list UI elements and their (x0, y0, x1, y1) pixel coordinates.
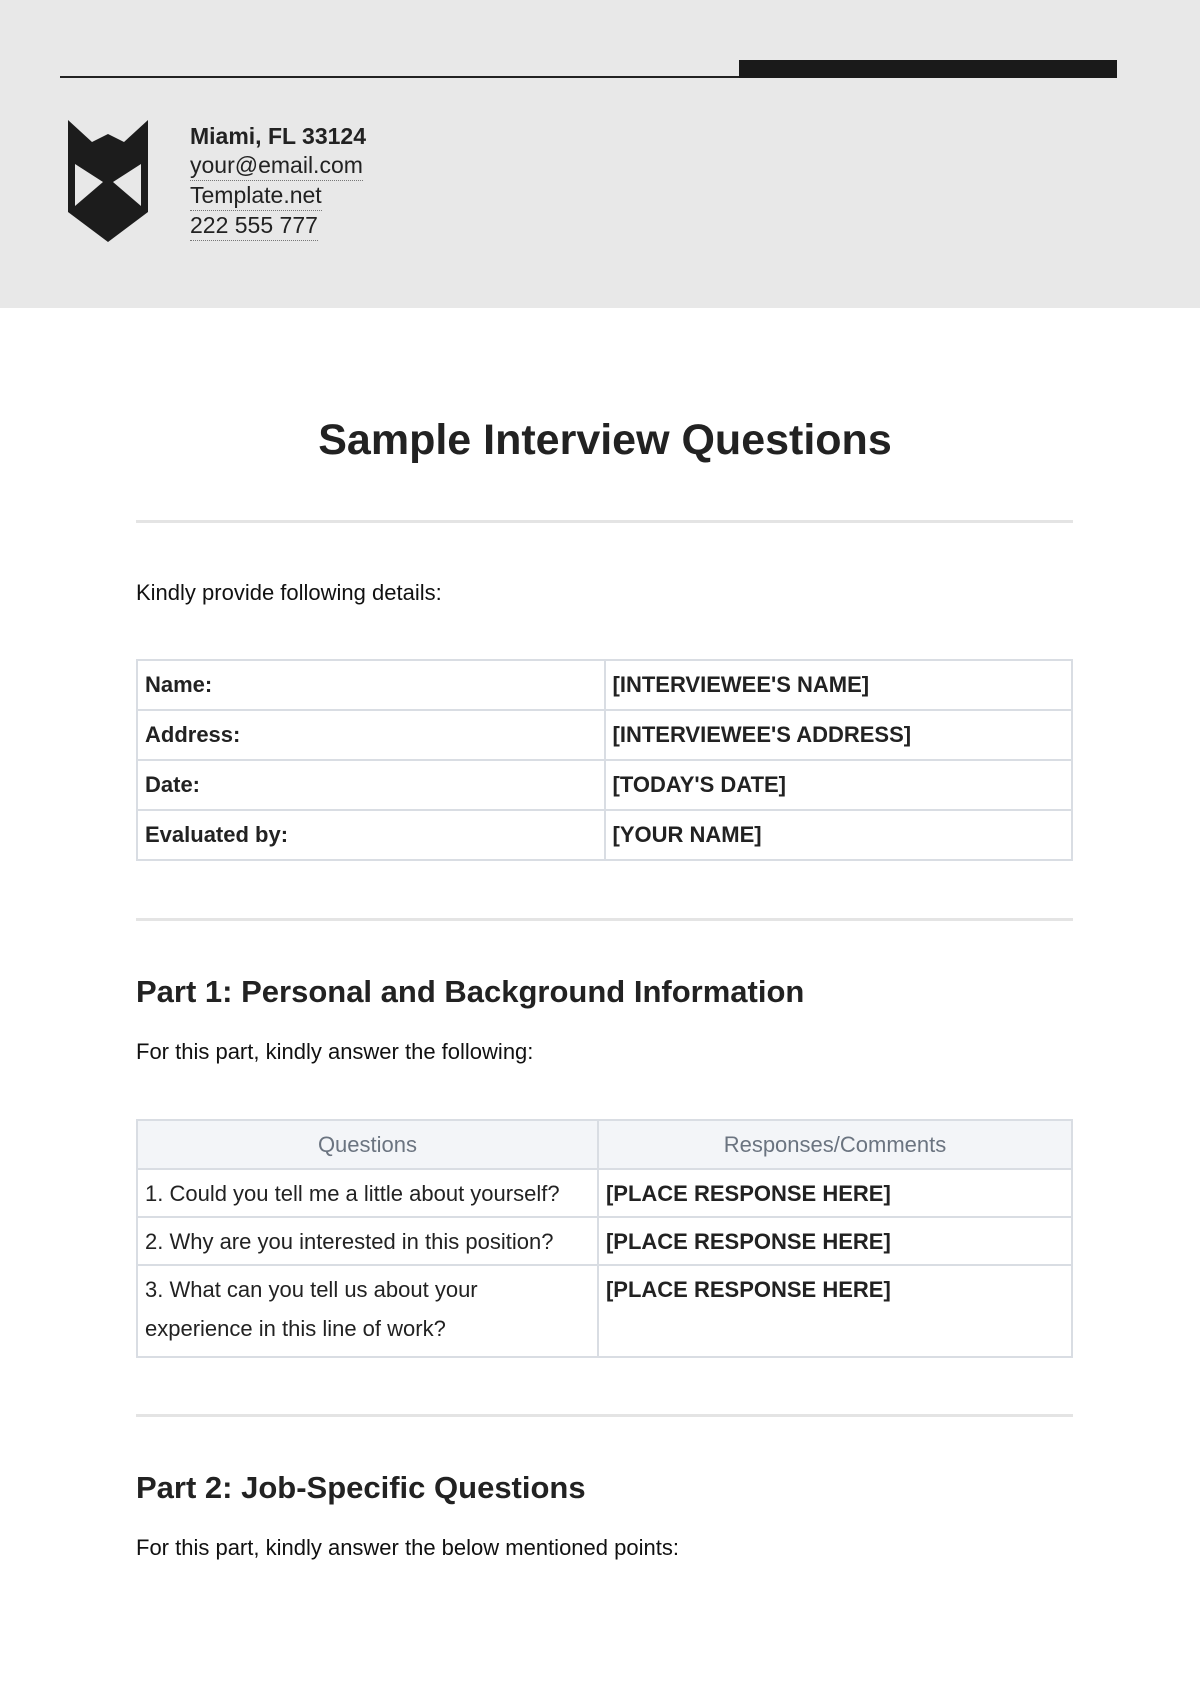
document-title: Sample Interview Questions (318, 416, 892, 464)
table-row (137, 1217, 1072, 1265)
detail-label: Address: (137, 710, 605, 760)
details-table (136, 659, 1073, 861)
table-row (137, 660, 1072, 710)
document-header (0, 0, 1200, 308)
company-phone[interactable]: 222 555 777 (190, 211, 318, 241)
header-rule-thick (739, 60, 1117, 78)
divider (136, 520, 1073, 523)
table-header-row (137, 1120, 1072, 1169)
contact-block (190, 122, 366, 241)
table-row (137, 710, 1072, 760)
intro-text: Kindly provide following details: (136, 580, 442, 605)
response-cell[interactable]: [PLACE RESPONSE HERE] (598, 1217, 1072, 1265)
detail-value[interactable]: [YOUR NAME] (605, 810, 1073, 860)
table-row (137, 1265, 1072, 1357)
detail-label: Evaluated by: (137, 810, 605, 860)
detail-value[interactable]: [INTERVIEWEE'S ADDRESS] (605, 710, 1073, 760)
table-row (137, 1169, 1072, 1217)
detail-label: Name: (137, 660, 605, 710)
company-email[interactable]: your@email.com (190, 151, 363, 181)
detail-label: Date: (137, 760, 605, 810)
shield-bowtie-logo-icon (68, 120, 148, 242)
detail-value[interactable]: [TODAY'S DATE] (605, 760, 1073, 810)
divider (136, 918, 1073, 921)
part1-questions-table (136, 1119, 1073, 1358)
part1-instruction: For this part, kindly answer the following: (136, 1039, 534, 1064)
detail-value[interactable]: [INTERVIEWEE'S NAME] (605, 660, 1073, 710)
question-cell: 2. Why are you interested in this position? (137, 1217, 598, 1265)
part2-heading: Part 2: Job-Specific Questions (136, 1470, 586, 1505)
table-row (137, 810, 1072, 860)
response-cell[interactable]: [PLACE RESPONSE HERE] (598, 1265, 1072, 1357)
question-cell: 1. Could you tell me a little about yourself? (137, 1169, 598, 1217)
part1-heading: Part 1: Personal and Background Information (136, 974, 805, 1009)
column-header-questions: Questions (137, 1120, 598, 1169)
part2-instruction: For this part, kindly answer the below mentioned points: (136, 1535, 679, 1560)
column-header-responses: Responses/Comments (598, 1120, 1072, 1169)
header-rule-thin (60, 76, 740, 78)
question-cell: 3. What can you tell us about your experience in this line of work? (137, 1265, 598, 1357)
response-cell[interactable]: [PLACE RESPONSE HERE] (598, 1169, 1072, 1217)
company-website[interactable]: Template.net (190, 181, 322, 211)
table-row (137, 760, 1072, 810)
company-address: Miami, FL 33124 (190, 123, 366, 149)
divider (136, 1414, 1073, 1417)
